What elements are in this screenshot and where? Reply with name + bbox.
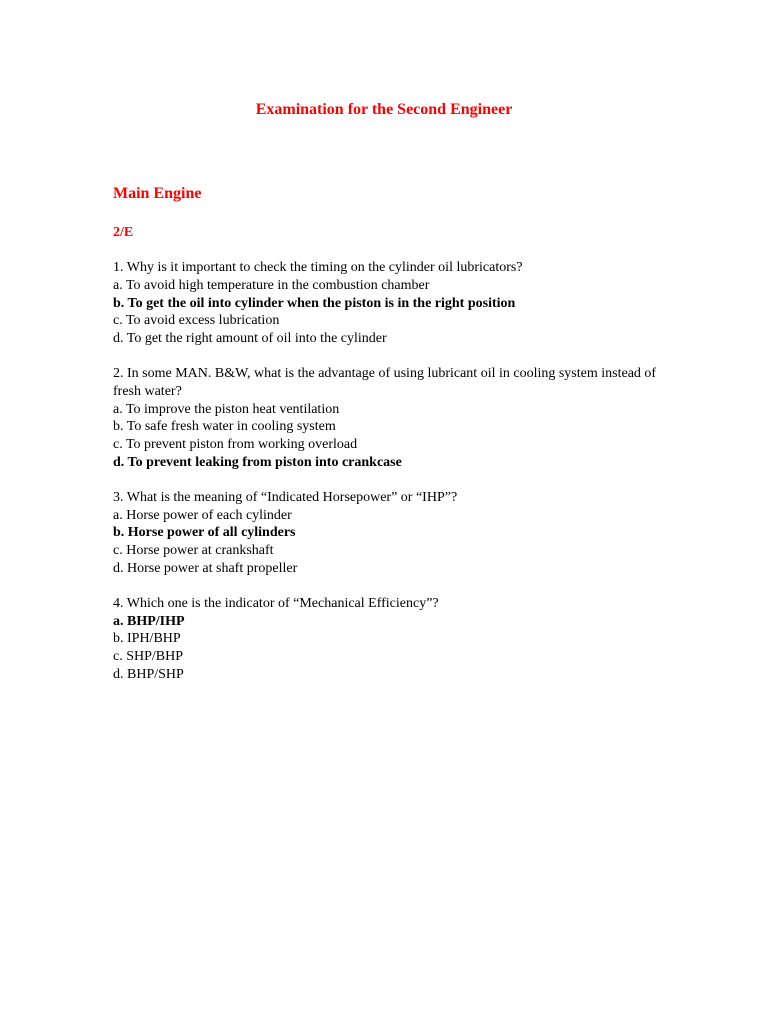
question-text: 4. Which one is the indicator of “Mechanical Efficiency”?	[113, 595, 439, 611]
answer-option: a. To improve the piston heat ventilation	[113, 401, 340, 417]
answer-option: c. SHP/BHP	[113, 649, 184, 665]
answer-option: a. To avoid high temperature in the combustion chamber	[113, 277, 430, 293]
document-title: Examination for the Second Engineer	[255, 101, 513, 118]
question-block	[113, 259, 673, 348]
document-content	[113, 183, 673, 701]
question-text: 1. Why is it important to check the timing on the cylinder oil lubricators?	[113, 260, 523, 275]
question-text: 2. In some MAN. B&W, what is the advantage of using lubricant oil in cooling system instead of fresh water?	[113, 365, 657, 399]
correct-answer-option: b. To get the oil into cylinder when the piston is in the right position	[113, 295, 516, 311]
correct-answer-option: b. Horse power of all cylinders	[113, 525, 296, 541]
answer-option: c. To prevent piston from working overload	[113, 437, 358, 453]
section-heading: Main Engine	[113, 185, 202, 202]
question-list	[113, 259, 673, 684]
correct-answer-option: a. BHP/IHP	[113, 613, 185, 629]
question-text: 3. What is the meaning of “Indicated Horsepower” or “IHP”?	[113, 489, 458, 505]
answer-option: b. IPH/BHP	[113, 631, 181, 647]
exam-code: 2/E	[113, 225, 134, 240]
answer-option: c. Horse power at crankshaft	[113, 543, 274, 559]
correct-answer-option: d. To prevent leaking from piston into crankcase	[113, 454, 402, 470]
answer-option: d. To get the right amount of oil into the cylinder	[113, 331, 387, 347]
answer-option: c. To avoid excess lubrication	[113, 313, 280, 329]
answer-option: a. Horse power of each cylinder	[113, 507, 292, 523]
answer-option: b. To safe fresh water in cooling system	[113, 419, 336, 435]
question-block	[113, 489, 673, 578]
question-block	[113, 595, 673, 684]
answer-option: d. Horse power at shaft propeller	[113, 560, 298, 576]
answer-option: d. BHP/SHP	[113, 666, 184, 682]
question-block	[113, 365, 673, 472]
